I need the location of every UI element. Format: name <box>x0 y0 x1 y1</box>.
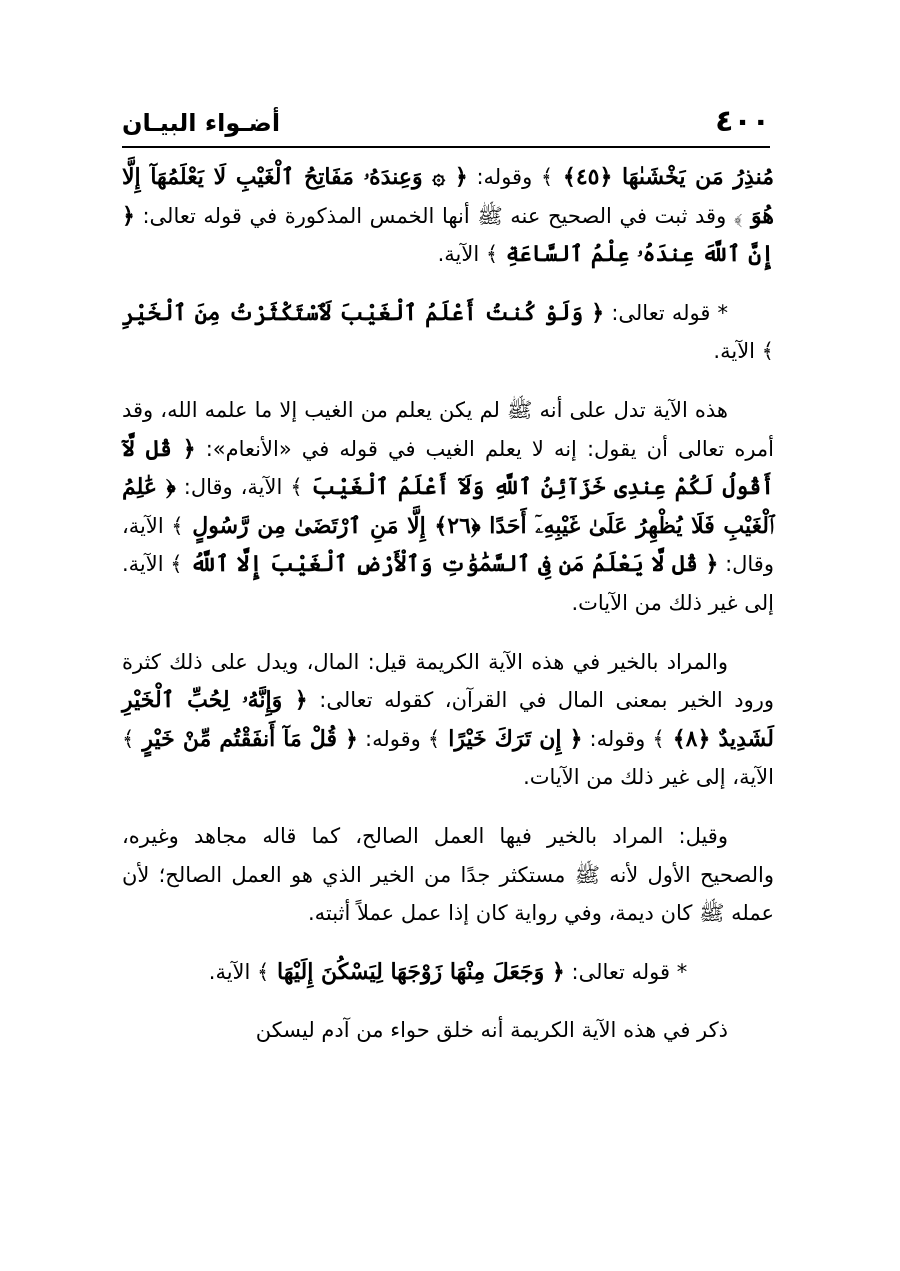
body-text-run: ﴾ الآية. <box>713 339 774 364</box>
quran-verse: ﴿ إِن تَرَكَ خَيْرًا <box>440 725 583 752</box>
body-text-run: * قوله تعالى: <box>564 959 688 984</box>
header-divider <box>122 146 770 148</box>
quran-verse: ﴿ قُل لَّآ أَقُولُ لَكُمْ عِندِى خَزَآئِنُ ٱللَّهِ وَلَآ أَعْلَمُ ٱلْغَيْبَ <box>122 435 774 501</box>
body-text-run: * قوله تعالى: <box>604 300 728 325</box>
body-text-run: ﴾ الآية. إلى غير ذلك من الآيات. <box>122 552 774 615</box>
paragraph-ghayb-keys <box>122 158 774 274</box>
body-text-run: ﴾ الآية، إلى غير ذلك من الآيات. <box>122 726 774 790</box>
page-header <box>122 104 770 144</box>
paragraph-ghayb-explanation <box>122 391 774 623</box>
quran-verse: ﴿ قُل لَّا يَعْلَمُ مَن فِى ٱلسَّمَٰوَٰتِ وَٱلْأَرْضِ ٱلْغَيْبَ إِلَّا ٱللَّهُ <box>182 551 719 578</box>
body-text-run: ذكر في هذه الآية الكريمة أنه خلق حواء من آدم ليسكن <box>255 1018 728 1043</box>
body-text-run: ﴾ وقوله: <box>582 726 665 751</box>
quran-verse: ﴿ قُلْ مَآ أَنفَقْتُم مِّنْ خَيْرٍ <box>134 725 358 752</box>
body-text-run: ﴾ وقد ثبت في الصحيح عنه ﷺ أنها الخمس المذكورة في قوله تعالى: <box>134 203 743 228</box>
body-text-run: ﴾ وقوله: <box>467 165 554 189</box>
quran-verse: ﴿ وَلَوْ كُنتُ أَعْلَمُ ٱلْغَيْبَ لَٱسْتَكْثَرْتُ مِنَ ٱلْخَيْرِ <box>122 299 605 326</box>
book-title: أضـواء البيـان <box>122 109 281 137</box>
body-text-run: ﴾ وقوله: <box>357 726 441 751</box>
quran-verse: مُنذِرُ مَن يَخْشَىٰهَا ﴿٤٥﴾ <box>553 164 774 190</box>
quran-verse: ﴿ إِنَّ ٱللَّهَ عِندَهُۥ عِلْمُ ٱلسَّاعَةِ <box>122 202 774 268</box>
body-text-run: هذه الآية تدل على أنه ﷺ لم يكن يعلم من الغيب إلا ما علمه الله، وقد أمره تعالى أن يقول: إنه لا يعلم الغيب في قوله في «الأنعام»: <box>122 397 774 461</box>
quran-verse: ﴿ وَإِنَّهُۥ لِحُبِّ ٱلْخَيْرِ لَشَدِيدٌ ﴿٨﴾ <box>122 687 774 752</box>
paragraph-hawwa-creation <box>122 1011 774 1050</box>
paragraph-khayr-meaning-wealth <box>122 643 774 797</box>
body-text-run: ﴾ الآية، وقال: <box>122 513 774 577</box>
body-text-run: والمراد بالخير في هذه الآية الكريمة قيل: المال، ويدل على ذلك كثرة ورود الخير بمعنى المال في القرآن، كقوله تعالى: <box>122 649 774 713</box>
body-text-run: ﴾ الآية. <box>208 959 270 984</box>
page-body <box>122 158 774 1050</box>
paragraph-verse-heading-khayr <box>122 294 774 371</box>
paragraph-khayr-meaning-deeds <box>122 817 774 933</box>
body-text-run: ﴾ الآية، وقال: <box>175 475 303 500</box>
paragraph-verse-heading-hawwa <box>122 953 774 992</box>
page-number: ٤٠٠ <box>715 104 770 139</box>
quran-verse: ﴿ عَٰلِمُ ٱلْغَيْبِ فَلَا يُظْهِرُ عَلَىٰ غَيْبِهِۦٓ أَحَدًا ﴿٢٦﴾ إِلَّا مَنِ ٱرْتَضَىٰ مِن رَّسُولٍ <box>122 474 774 539</box>
body-text-run: ﴾ الآية. <box>437 242 499 267</box>
body-text-run: وقيل: المراد بالخير فيها العمل الصالح، كما قاله مجاهد وغيره، والصحيح الأول لأنه ﷺ مستكثر جدًا من الخير الذي هو العمل الصالح؛ لأن عمله ﷺ كان ديمة، وفي رواية كان إذا عمل عملاً أثبته. <box>122 823 774 926</box>
quran-verse: ﴿ وَجَعَلَ مِنْهَا زَوْجَهَا لِيَسْكُنَ إِلَيْهَا <box>269 958 565 985</box>
quran-verse: ﴿ ۞ وَعِندَهُۥ مَفَاتِحُ ٱلْغَيْبِ لَا يَعْلَمُهَآ إِلَّا هُوَ <box>122 164 774 229</box>
